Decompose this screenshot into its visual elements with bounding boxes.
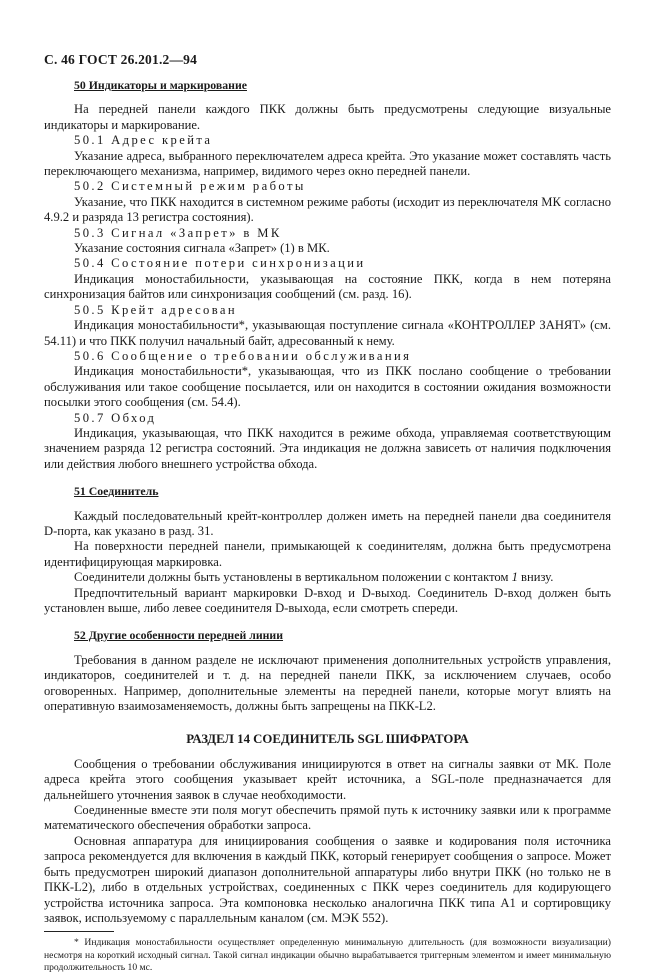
item-50-7-heading: 50.7 Обход — [74, 410, 157, 425]
section-51-para-2: На поверхности передней панели, примыкающей к соединителям, должна быть предусмотрена идентифицирующая маркировка. — [44, 539, 611, 569]
section-50-intro: На передней панели каждого ПКК должны быть предусмотрены следующие визуальные индикаторы и маркирование. — [44, 102, 611, 132]
footnote-divider — [44, 931, 114, 932]
footnote-text: * Индикация моностабильности осуществляет определенную минимальную длительность (для возможности визуализации) несмотря на короткий исходный сигнал. Такой сигнал индикации обычно вырабатывается триггерным элементом и имеет минимальную продолжительность 10 мс. — [44, 937, 611, 973]
section-51-para-4: Предпочтительный вариант маркировки D-вход и D-выход. Соединитель D-вход должен быть установлен выше, либо левее соединителя D-выхода, если смотреть спереди. — [44, 585, 611, 615]
item-50-6-heading: 50.6 Сообщение о требовании обслуживания — [74, 348, 412, 363]
page-body — [44, 78, 611, 974]
item-50-6-text: Индикация моностабильности*, указывающая, что из ПКК послано сообщение о требовании обслуживания или такое сообщение посылается, или он находится в состоянии ожидания возможности посылки этого сообщения (см. 54.4). — [44, 364, 611, 410]
chapter-14-title: РАЗДЕЛ 14 СОЕДИНИТЕЛЬ SGL ШИФРАТОРА — [186, 732, 469, 747]
item-50-7-text: Индикация, указывающая, что ПКК находится в режиме обхода, управляемая соответствующим значением разряда 12 регистра состояний. Эта индикация не должна зависеть от наличия подключения или действия любого внешнего устройства обхода. — [44, 425, 611, 471]
page-header: С. 46 ГОСТ 26.201.2—94 — [44, 52, 198, 67]
item-50-1-heading: 50.1 Адрес крейта — [74, 133, 213, 148]
section-52-title: 52 Другие особенности передней линии — [74, 628, 284, 643]
section-51-para-1: Каждый последовательный крейт-контроллер должен иметь на передней панели два соединителя D-порта, как указано в разд. 31. — [44, 508, 611, 538]
item-50-5-heading: 50.5 Крейт адресован — [74, 302, 238, 317]
section-52-para-1: Требования в данном разделе не исключают применения дополнительных устройств управления, индикаторов, соединителей и т. д. на передней панели ПКК, за исключением случаев, особо оговоренных. Например, дополнительные элементы на передней панели, которые могут влиять на оперативную взаимозаменяемость, должны быть запрещены на ПКК-L2. — [44, 652, 611, 714]
section-51-title: 51 Соединитель — [74, 484, 159, 499]
item-50-2-text: Указание, что ПКК находится в системном режиме работы (исходит из переключателя МК согласно 4.9.2 и разряда 13 регистра состояния). — [44, 194, 611, 225]
item-50-4-text: Индикация моностабильности, указывающая на состояние ПКК, когда в нем потеряна синхронизация байтов или синхронизация сообщений (см. разд. 16). — [44, 271, 611, 302]
section-50-title: 50 Индикаторы и маркирование — [74, 78, 247, 92]
chapter-14-para-1: Сообщения о требовании обслуживания инициируются в ответ на сигналы заявки от МК. Поле адреса крейта этого сообщения указывает крейт источника, а SGL-поле предназначается для дальнейшего уточнения заявок в случае необходимости. — [44, 756, 611, 802]
item-50-3-heading: 50.3 Сигнал «Запрет» в МК — [74, 225, 282, 240]
chapter-14-para-2: Соединенные вместе эти поля могут обеспечить прямой путь к источнику заявки или к программе математического обеспечения обработки запроса. — [44, 803, 611, 833]
item-50-4-heading: 50.4 Состояние потери синхронизации — [74, 256, 366, 271]
item-50-2-heading: 50.2 Системный режим работы — [74, 179, 306, 194]
item-50-5-text: Индикация моностабильности*, указывающая поступление сигнала «КОНТРОЛЛЕР ЗАНЯТ» (см. 54.11) и что ПКК получил начальный байт, адресованный к нему. — [44, 318, 611, 348]
section-51-para-3: Соединители должны быть установлены в вертикальном положении с контактом 1 внизу. — [74, 570, 554, 585]
item-50-3-text: Указание состояния сигнала «Запрет» (1) в МК. — [74, 241, 330, 256]
item-50-1-text: Указание адреса, выбранного переключателем адреса крейта. Это указание может составлять часть переключающего механизма, например, видимого через окно передней панели. — [44, 148, 611, 179]
footnote — [44, 937, 611, 974]
chapter-14-para-3: Основная аппаратура для инициирования сообщения о заявке и кодирования поля источника запроса рекомендуется для включения в каждый ПКК, который генерирует сообщения о запросе. Может быть предусмотрен широкий диапазон дополнительной аппаратуры либо внутри ПКК (но только не в ПКК-L2), либо в отдельных устройствах, соединенных с ПКК через соединитель для кодирующего устройства источника запроса. Эта компоновка несколько аналогична ПКК типа A1 и сортировщику заявок, используемому с параллельным каналом (см. МЭК 552). — [44, 833, 611, 925]
